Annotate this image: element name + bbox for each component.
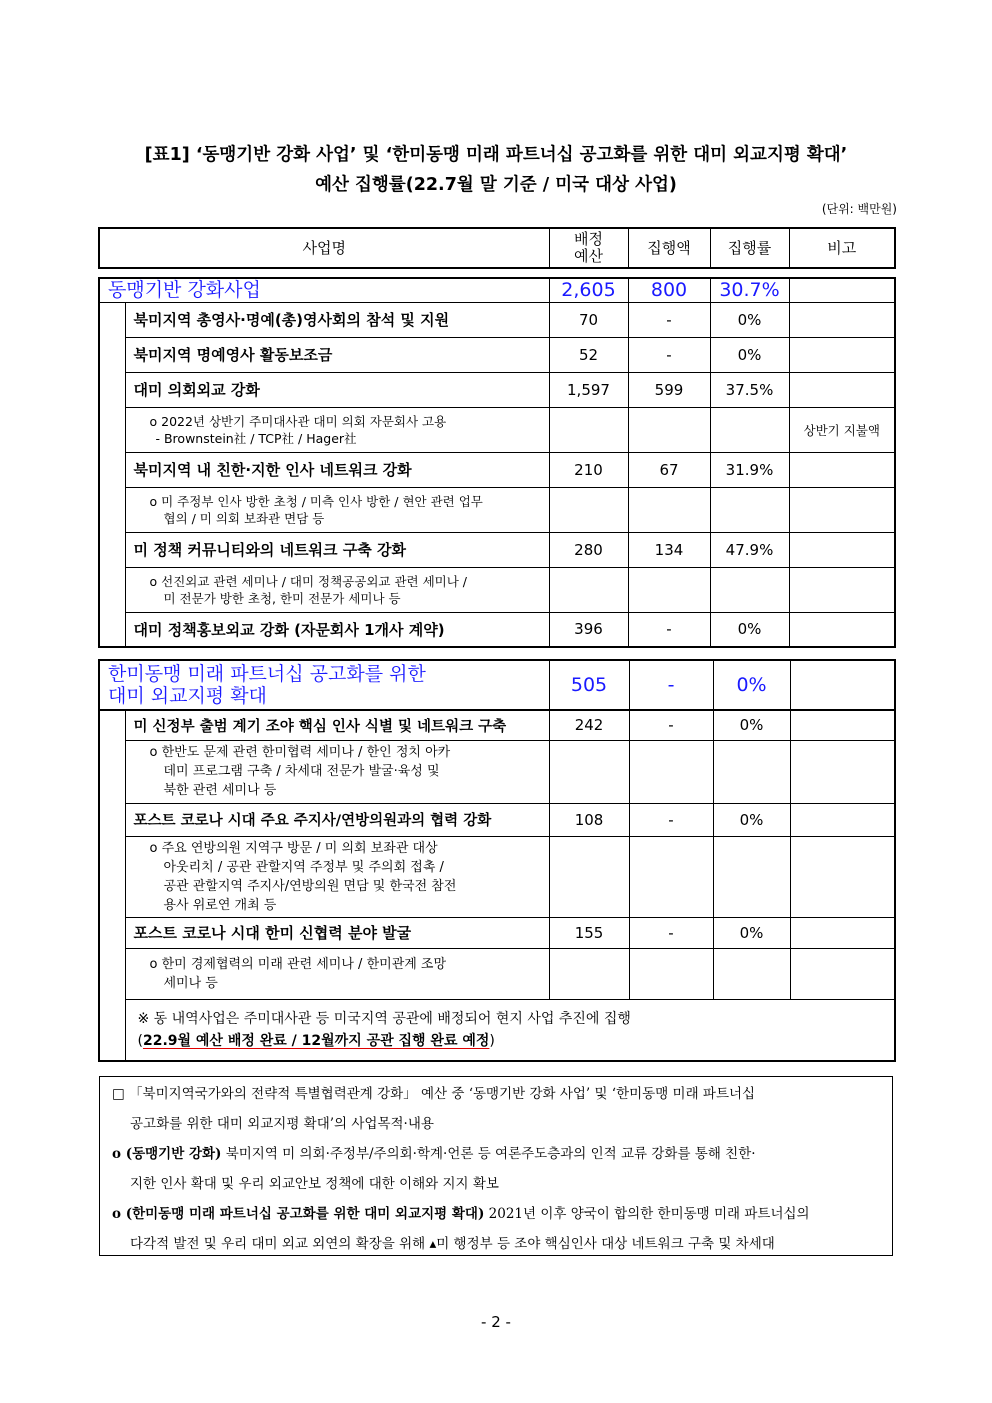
row-budget: 242 [549, 710, 629, 740]
row-executed: - [629, 710, 713, 740]
row-name: 북미지역 내 친한·지한 인사 네트워크 강화 [125, 452, 549, 487]
box-heading-line1: □ 「북미지역국가와의 전략적 특별협력관계 강화」 예산 중 ‘동맹기반 강화 사업’ 및 ‘한미동맹 미래 파트너십 [112, 1086, 756, 1102]
box-item2: o (한미동맹 미래 파트너십 공고화를 위한 대미 외교지평 확대) 2021년 이후 양국이 합의한 한미동맹 미래 파트너십의 [112, 1206, 810, 1222]
row-name: 포스트 코로나 시대 주요 주지사/연방의원과의 협력 강화 [125, 803, 549, 836]
row-budget: 210 [549, 452, 628, 487]
row-name: 북미지역 명예영사 활동보조금 [125, 337, 549, 372]
table-subrow [99, 567, 895, 612]
row-executed: 599 [628, 372, 710, 407]
row-rate: 37.5% [710, 372, 789, 407]
row-budget: 52 [549, 337, 628, 372]
row-remarks [789, 452, 895, 487]
section2-table [98, 659, 896, 1062]
section1-budget: 2,605 [549, 278, 628, 302]
header-remarks: 비고 [789, 228, 895, 268]
row-remarks [789, 612, 895, 647]
row-executed: 67 [628, 452, 710, 487]
row-rate: 0% [710, 337, 789, 372]
table-row [99, 710, 895, 740]
section1-name: 동맹기반 강화사업 [99, 278, 549, 302]
row-remarks [789, 337, 895, 372]
row-detail: o 한반도 문제 관련 한미협력 세미나 / 한인 정치 아카 데미 프로그램 구축 / 차세대 전문가 발굴·육성 및 북한 관련 세미나 등 [125, 740, 549, 803]
row-rate: 31.9% [710, 452, 789, 487]
row-name: 대미 의회외교 강화 [125, 372, 549, 407]
row-rate: 0% [713, 917, 790, 948]
row-rate: 0% [710, 302, 789, 337]
row-budget: 70 [549, 302, 628, 337]
indent-cell [99, 710, 125, 1061]
row-rate: 0% [710, 612, 789, 647]
row-name: 대미 정책홍보외교 강화 (자문회사 1개사 계약) [125, 612, 549, 647]
section1-remarks [789, 278, 895, 302]
section2-rate: 0% [713, 660, 790, 710]
row-rate: 0% [713, 710, 790, 740]
footnote: ※ 동 내역사업은 주미대사관 등 미국지역 공관에 배정되어 현지 사업 추진에 집행 (22.9월 예산 배정 완료 / 12월까지 공관 집행 완료 예정) [125, 999, 895, 1061]
footnote-highlight: 22.9월 예산 배정 완료 / 12월까지 공관 집행 완료 예정 [142, 1032, 490, 1049]
table-row [99, 372, 895, 407]
row-remarks [790, 803, 895, 836]
table-row [99, 612, 895, 647]
row-remarks [790, 710, 895, 740]
row-name: 미 정책 커뮤니티와의 네트워크 구축 강화 [125, 532, 549, 567]
unit-label: (단위: 백만원) [821, 202, 897, 216]
row-detail: o 선진외교 관련 세미나 / 대미 정책공공외교 관련 세미나 / 미 전문가 방한 초청, 한미 전문가 세미나 등 [125, 567, 549, 612]
box-heading-line2: 공고화를 위한 대미 외교지평 확대’의 사업목적·내용 [130, 1116, 434, 1132]
table-title-line1: [표1] ‘동맹기반 강화 사업’ 및 ‘한미동맹 미래 파트너십 공고화를 위한 대미 외교지평 확대’ [144, 145, 848, 165]
row-budget: 280 [549, 532, 628, 567]
table-row [99, 452, 895, 487]
row-rate: 47.9% [710, 532, 789, 567]
row-budget: 1,597 [549, 372, 628, 407]
section2-budget: 505 [549, 660, 629, 710]
page-number: - 2 - [481, 1313, 511, 1331]
box-item1-cont: 지한 인사 확대 및 우리 외교안보 정책에 대한 이해와 지지 확보 [130, 1176, 499, 1192]
section1-table [98, 277, 896, 648]
table-row [99, 337, 895, 372]
row-remarks [790, 917, 895, 948]
row-executed: - [628, 612, 710, 647]
row-remarks [789, 372, 895, 407]
table-row [99, 302, 895, 337]
row-name: 미 신정부 출범 계기 조야 핵심 인사 식별 및 네트워크 구축 [125, 710, 549, 740]
header-executed: 집행액 [628, 228, 710, 268]
section1-rate: 30.7% [710, 278, 789, 302]
table-subrow [99, 487, 895, 532]
table-subrow [99, 836, 895, 917]
row-rate: 0% [713, 803, 790, 836]
section2-name: 한미동맹 미래 파트너십 공고화를 위한 대미 외교지평 확대 [99, 660, 549, 710]
row-executed: - [628, 302, 710, 337]
table-title-line2: 예산 집행률(22.7월 말 기준 / 미국 대상 사업) [315, 175, 677, 195]
row-executed: - [629, 803, 713, 836]
row-budget: 396 [549, 612, 628, 647]
row-budget: 108 [549, 803, 629, 836]
header-rate: 집행률 [710, 228, 789, 268]
row-detail: o 한미 경제협력의 미래 관련 세미나 / 한미관계 조망 세미나 등 [125, 948, 549, 999]
footnote-row [99, 999, 895, 1061]
table-subrow [99, 407, 895, 452]
table-subrow [99, 740, 895, 803]
row-executed: - [628, 337, 710, 372]
table-row [99, 917, 895, 948]
row-name: 북미지역 총영사·명예(총)영사회의 참석 및 지원 [125, 302, 549, 337]
indent-cell [99, 302, 125, 647]
row-executed: - [629, 917, 713, 948]
row-name: 포스트 코로나 시대 한미 신협력 분야 발굴 [125, 917, 549, 948]
row-detail: o 미 주정부 인사 방한 초청 / 미측 인사 방한 / 현안 관련 업무 협의 / 미 의회 보좌관 면담 등 [125, 487, 549, 532]
table-row [99, 803, 895, 836]
row-remarks [789, 302, 895, 337]
row-remarks [789, 532, 895, 567]
footnote-line1: ※ 동 내역사업은 주미대사관 등 미국지역 공관에 배정되어 현지 사업 추진에 집행 [137, 1010, 631, 1027]
table-subrow [99, 948, 895, 999]
box-item2-cont: 다각적 발전 및 우리 대미 외교 외연의 확장을 위해 ▴미 행정부 등 조야 핵심인사 대상 네트워크 구축 및 차세대 [130, 1236, 775, 1252]
box-item1: o (동맹기반 강화) 북미지역 미 의회·주정부/주의회·학계·언론 등 여론주도층과의 인적 교류 강화를 통해 친한· [112, 1146, 756, 1162]
header-name: 사업명 [99, 228, 549, 268]
table-row [99, 532, 895, 567]
description-box [99, 1076, 893, 1256]
section2-remarks [790, 660, 895, 710]
section2-executed: - [629, 660, 713, 710]
row-detail: o 2022년 상반기 주미대사관 대미 의회 자문회사 고용 - Brownstein社 / TCP社 / Hager社 [125, 407, 549, 452]
row-budget: 155 [549, 917, 629, 948]
section1-executed: 800 [628, 278, 710, 302]
row-detail: o 주요 연방의원 지역구 방문 / 미 의회 보좌관 대상 아웃리치 / 공관 관할지역 주정부 및 주의회 접촉 / 공관 관할지역 주지사/연방의원 면담 및 한국전 참전 용사 위로연 개최 등 [125, 836, 549, 917]
row-executed: 134 [628, 532, 710, 567]
row-remarks: 상반기 지불액 [789, 407, 895, 452]
header-budget: 배정 예산 [549, 228, 628, 268]
table-header [98, 227, 896, 269]
